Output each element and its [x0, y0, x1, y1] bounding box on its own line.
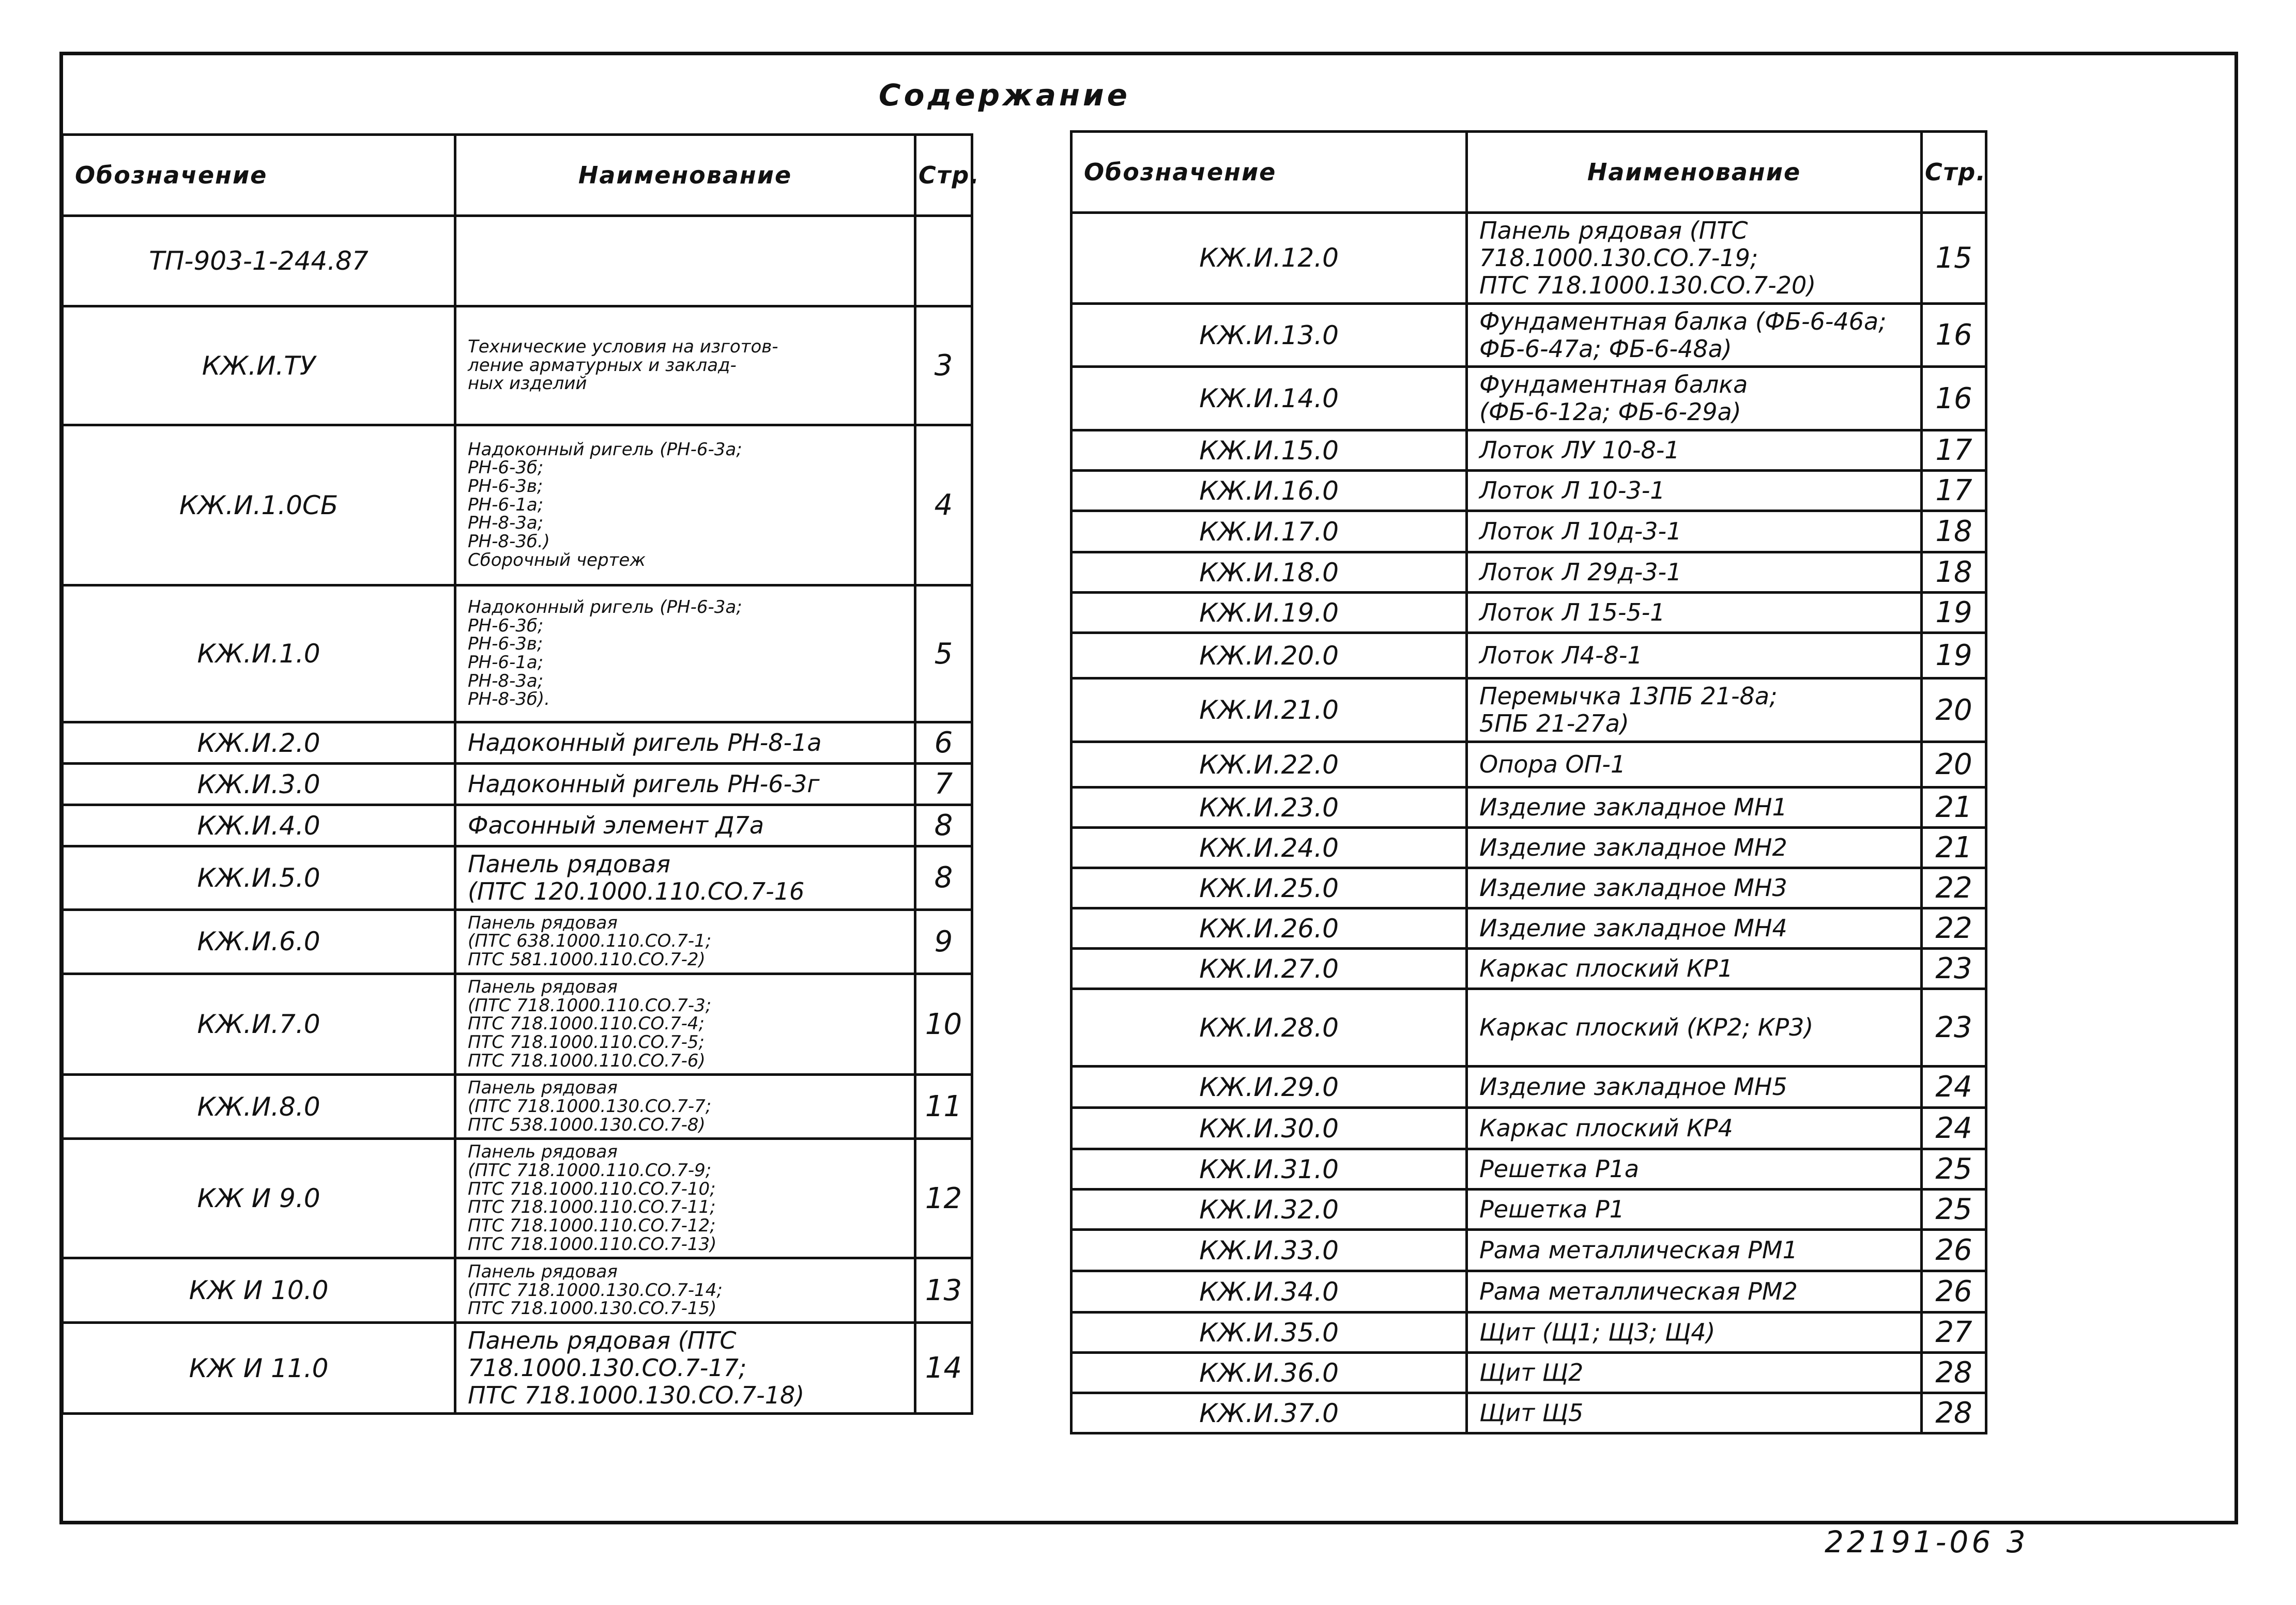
- row-page: 21: [1922, 828, 1986, 868]
- row-page: 8: [915, 846, 972, 910]
- row-page: 18: [1922, 552, 1986, 593]
- row-page: 19: [1922, 593, 1986, 633]
- table-row: [63, 306, 972, 425]
- row-name: Панель рядовая (ПТС 718.1000.130.СО.7-19; ПТС 718.1000.130.СО.7-20): [1467, 213, 1922, 304]
- row-page: 9: [915, 909, 972, 974]
- row-designation: КЖ.И.28.0: [1072, 989, 1467, 1067]
- table-row: [1072, 552, 1986, 593]
- table-row: [1072, 471, 1986, 511]
- row-page: 22: [1922, 868, 1986, 908]
- row-page: 28: [1922, 1353, 1986, 1393]
- table-row: [1072, 633, 1986, 678]
- row-page: 21: [1922, 788, 1986, 828]
- row-designation: КЖ.И.1.0СБ: [63, 425, 455, 585]
- table-row: [63, 805, 972, 846]
- row-page: 27: [1922, 1313, 1986, 1353]
- row-designation: КЖ.И.25.0: [1072, 868, 1467, 908]
- header-name: Наименование: [455, 135, 915, 216]
- row-page: 19: [1922, 633, 1986, 678]
- row-page: 8: [915, 805, 972, 846]
- row-designation: КЖ.И.1.0: [63, 585, 455, 722]
- table-row: [1072, 430, 1986, 471]
- page-title: Содержание: [879, 78, 1131, 113]
- row-name: Фундаментная балка (ФБ-6-46а; ФБ-6-47а; ФБ-6-48а): [1467, 303, 1922, 367]
- row-designation: КЖ.И.6.0: [63, 909, 455, 974]
- table-row: [63, 1323, 972, 1414]
- row-name: Лоток Л 29д-3-1: [1467, 552, 1922, 593]
- row-designation: КЖ.И.ТУ: [63, 306, 455, 425]
- row-name: Перемычка 13ПБ 21-8а; 5ПБ 21-27а): [1467, 678, 1922, 742]
- table-row: [1072, 1108, 1986, 1149]
- table-row: [1072, 742, 1986, 788]
- row-designation: КЖ.И.31.0: [1072, 1149, 1467, 1190]
- table-row: [1072, 1393, 1986, 1433]
- row-name: Изделие закладное МН5: [1467, 1067, 1922, 1108]
- row-designation: КЖ.И.29.0: [1072, 1067, 1467, 1108]
- row-designation: ТП-903-1-244.87: [63, 216, 455, 306]
- row-page: 6: [915, 722, 972, 764]
- row-page: 22: [1922, 908, 1986, 949]
- header-page: Стр.: [1922, 132, 1986, 213]
- row-name: Каркас плоский КР4: [1467, 1108, 1922, 1149]
- row-name: Панель рядовая (ПТС 718.1000.110.СО.7-9; ПТС 718.1000.110.СО.7-10; ПТС 718.1000.110.СО.7-11; ПТС 718.1000.110.СО.7-12; ПТС 718.1000.110.СО.7-13): [455, 1139, 915, 1258]
- row-name: Изделие закладное МН3: [1467, 868, 1922, 908]
- table-row: [1072, 908, 1986, 949]
- header-code: Обозначение: [63, 135, 455, 216]
- row-designation: КЖ.И.20.0: [1072, 633, 1467, 678]
- table-row: [63, 425, 972, 585]
- row-page: 24: [1922, 1067, 1986, 1108]
- row-page: 20: [1922, 742, 1986, 788]
- row-name: Панель рядовая (ПТС 120.1000.110.СО.7-16: [455, 846, 915, 910]
- row-page: 10: [915, 974, 972, 1074]
- row-page: 15: [1922, 213, 1986, 304]
- row-page: 26: [1922, 1230, 1986, 1271]
- sheet-number: 22191-06 3: [1825, 1524, 2029, 1560]
- row-page: 25: [1922, 1149, 1986, 1190]
- table-row: [1072, 868, 1986, 908]
- row-name: Щит Щ5: [1467, 1393, 1922, 1433]
- row-page: [915, 216, 972, 306]
- row-designation: КЖ.И.26.0: [1072, 908, 1467, 949]
- row-page: 16: [1922, 367, 1986, 430]
- row-designation: КЖ.И.17.0: [1072, 511, 1467, 552]
- row-name: Лоток Л4-8-1: [1467, 633, 1922, 678]
- row-designation: КЖ.И.36.0: [1072, 1353, 1467, 1393]
- row-name: Щит (Щ1; Щ3; Щ4): [1467, 1313, 1922, 1353]
- row-name: Надоконный ригель РН-8-1а: [455, 722, 915, 764]
- row-page: 12: [915, 1139, 972, 1258]
- row-page: 16: [1922, 303, 1986, 367]
- row-designation: КЖ.И.8.0: [63, 1075, 455, 1139]
- row-designation: КЖ И 10.0: [63, 1258, 455, 1323]
- row-designation: КЖ.И.5.0: [63, 846, 455, 910]
- row-name: Технические условия на изготов- ление арматурных и заклад- ных изделий: [455, 306, 915, 425]
- table-row: [63, 846, 972, 910]
- row-name: Лоток ЛУ 10-8-1: [1467, 430, 1922, 471]
- row-page: 23: [1922, 989, 1986, 1067]
- row-designation: КЖ И 9.0: [63, 1139, 455, 1258]
- contents-table-right: [1070, 130, 1987, 1434]
- row-name: Панель рядовая (ПТС 718.1000.130.СО.7-14; ПТС 718.1000.130.СО.7-15): [455, 1258, 915, 1323]
- row-designation: КЖ.И.2.0: [63, 722, 455, 764]
- table-row: [63, 764, 972, 805]
- row-designation: КЖ.И.27.0: [1072, 949, 1467, 989]
- row-name: Рама металлическая РМ1: [1467, 1230, 1922, 1271]
- row-name: Надоконный ригель (РН-6-3а; РН-6-3б; РН-6-3в; РН-6-1а; РН-8-3а; РН-8-3б.) Сборочный чертеж: [455, 425, 915, 585]
- table-row: [1072, 949, 1986, 989]
- row-page: 11: [915, 1075, 972, 1139]
- row-designation: КЖ.И.3.0: [63, 764, 455, 805]
- row-name: Панель рядовая (ПТС 718.1000.130.СО.7-7; ПТС 538.1000.130.СО.7-8): [455, 1075, 915, 1139]
- table-row: [1072, 213, 1986, 304]
- row-name: Изделие закладное МН4: [1467, 908, 1922, 949]
- row-designation: КЖ.И.21.0: [1072, 678, 1467, 742]
- row-page: 28: [1922, 1393, 1986, 1433]
- row-designation: КЖ.И.14.0: [1072, 367, 1467, 430]
- row-name: Опора ОП-1: [1467, 742, 1922, 788]
- row-designation: КЖ.И.22.0: [1072, 742, 1467, 788]
- row-name: Надоконный ригель РН-6-3г: [455, 764, 915, 805]
- row-name: Рама металлическая РМ2: [1467, 1271, 1922, 1313]
- table-row: [63, 585, 972, 722]
- row-designation: КЖ.И.12.0: [1072, 213, 1467, 304]
- table-row: [63, 1075, 972, 1139]
- table-row: [1072, 1230, 1986, 1271]
- table-row: [1072, 1067, 1986, 1108]
- row-designation: КЖ И 11.0: [63, 1323, 455, 1414]
- row-page: 24: [1922, 1108, 1986, 1149]
- table-row: [1072, 989, 1986, 1067]
- table-row: [1072, 1313, 1986, 1353]
- table-row: [1072, 788, 1986, 828]
- row-designation: КЖ.И.32.0: [1072, 1190, 1467, 1230]
- table-row: [1072, 593, 1986, 633]
- row-designation: КЖ.И.30.0: [1072, 1108, 1467, 1149]
- row-name: Изделие закладное МН2: [1467, 828, 1922, 868]
- table-row: [1072, 1271, 1986, 1313]
- header-row: [63, 135, 972, 216]
- row-page: 4: [915, 425, 972, 585]
- row-designation: КЖ.И.16.0: [1072, 471, 1467, 511]
- row-page: 17: [1922, 471, 1986, 511]
- row-name: Фасонный элемент Д7а: [455, 805, 915, 846]
- row-page: 23: [1922, 949, 1986, 989]
- row-name: Решетка Р1а: [1467, 1149, 1922, 1190]
- row-designation: КЖ.И.24.0: [1072, 828, 1467, 868]
- row-page: 14: [915, 1323, 972, 1414]
- row-name: Лоток Л 10д-3-1: [1467, 511, 1922, 552]
- row-designation: КЖ.И.15.0: [1072, 430, 1467, 471]
- table-row: [1072, 303, 1986, 367]
- table-row: [1072, 1190, 1986, 1230]
- row-name: Лоток Л 10-3-1: [1467, 471, 1922, 511]
- row-designation: КЖ.И.33.0: [1072, 1230, 1467, 1271]
- row-designation: КЖ.И.7.0: [63, 974, 455, 1074]
- header-code: Обозначение: [1072, 132, 1467, 213]
- table-row: [63, 974, 972, 1074]
- row-designation: КЖ.И.13.0: [1072, 303, 1467, 367]
- row-page: 25: [1922, 1190, 1986, 1230]
- row-designation: КЖ.И.18.0: [1072, 552, 1467, 593]
- table-row: [63, 216, 972, 306]
- row-name: Лоток Л 15-5-1: [1467, 593, 1922, 633]
- row-designation: КЖ.И.34.0: [1072, 1271, 1467, 1313]
- row-name: Панель рядовая (ПТС 718.1000.110.СО.7-3; ПТС 718.1000.110.СО.7-4; ПТС 718.1000.110.СО.7-5; ПТС 718.1000.110.СО.7-6): [455, 974, 915, 1074]
- row-name: Щит Щ2: [1467, 1353, 1922, 1393]
- row-designation: КЖ.И.37.0: [1072, 1393, 1467, 1433]
- row-name: Каркас плоский (КР2; КР3): [1467, 989, 1922, 1067]
- header-row: [1072, 132, 1986, 213]
- table-row: [1072, 1353, 1986, 1393]
- table-row: [63, 1139, 972, 1258]
- row-page: 20: [1922, 678, 1986, 742]
- row-name: Панель рядовая (ПТС 718.1000.130.СО.7-17; ПТС 718.1000.130.СО.7-18): [455, 1323, 915, 1414]
- table-row: [1072, 828, 1986, 868]
- row-designation: КЖ.И.35.0: [1072, 1313, 1467, 1353]
- row-page: 13: [915, 1258, 972, 1323]
- row-page: 7: [915, 764, 972, 805]
- table-row: [63, 1258, 972, 1323]
- row-page: 5: [915, 585, 972, 722]
- row-name: [455, 216, 915, 306]
- row-designation: КЖ.И.4.0: [63, 805, 455, 846]
- header-page: Стр.: [915, 135, 972, 216]
- table-row: [63, 722, 972, 764]
- table-row: [1072, 678, 1986, 742]
- row-designation: КЖ.И.23.0: [1072, 788, 1467, 828]
- row-page: 18: [1922, 511, 1986, 552]
- table-row: [63, 909, 972, 974]
- row-page: 26: [1922, 1271, 1986, 1313]
- row-name: Надоконный ригель (РН-6-3а; РН-6-3б; РН-6-3в; РН-6-1а; РН-8-3а; РН-8-3б).: [455, 585, 915, 722]
- row-page: 17: [1922, 430, 1986, 471]
- row-page: 3: [915, 306, 972, 425]
- header-name: Наименование: [1467, 132, 1922, 213]
- row-name: Изделие закладное МН1: [1467, 788, 1922, 828]
- table-row: [1072, 367, 1986, 430]
- row-name: Панель рядовая (ПТС 638.1000.110.СО.7-1; ПТС 581.1000.110.СО.7-2): [455, 909, 915, 974]
- table-row: [1072, 1149, 1986, 1190]
- contents-table-left: [61, 133, 980, 1415]
- row-name: Решетка Р1: [1467, 1190, 1922, 1230]
- table-row: [1072, 511, 1986, 552]
- row-designation: КЖ.И.19.0: [1072, 593, 1467, 633]
- row-name: Каркас плоский КР1: [1467, 949, 1922, 989]
- row-name: Фундаментная балка (ФБ-6-12а; ФБ-6-29а): [1467, 367, 1922, 430]
